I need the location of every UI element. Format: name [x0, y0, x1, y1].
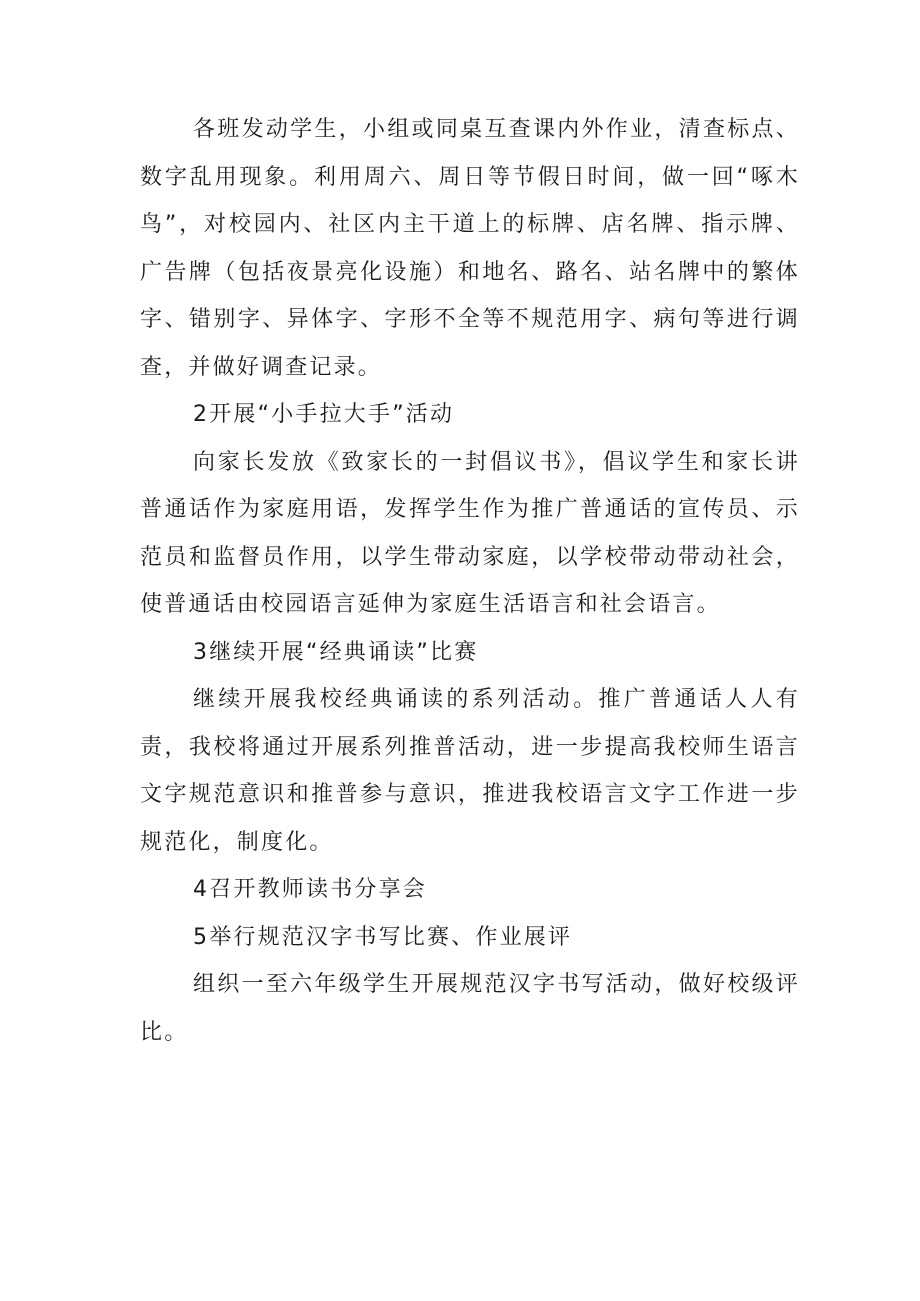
heading-teacher-reading: 4召开教师读书分享会	[193, 877, 427, 902]
paragraph-writing-activity: 组织一至六年级学生开展规范汉字书写活动，做好校级评比。	[140, 972, 800, 1045]
paragraph-inspection: 各班发动学生，小组或同桌互查课内外作业，清查标点、数字乱用现象。利用周六、周日等节假日时间，做一回“啄木鸟”，对校园内、社区内主干道上的标牌、店名牌、指示牌、广告牌（包括夜景亮化设施）和地名、路名、站名牌中的繁体字、错别字、异体字、字形不全等不规范用字、病句等进行调查，并做好调查记录。	[140, 117, 800, 380]
heading-small-hand-big-hand: 2开展“小手拉大手”活动	[193, 402, 455, 427]
heading-classic-reading: 3继续开展“经典诵读”比赛	[193, 639, 479, 665]
paragraph-classic-reading: 继续开展我校经典诵读的系列活动。推广普通话人人有责，我校将通过开展系列推普活动，进一步提高我校师生语言文字规范意识和推普参与意识，推进我校语言文字工作进一步规范化，制度化。	[140, 687, 800, 855]
heading-writing-contest: 5举行规范汉字书写比赛、作业展评	[193, 924, 573, 950]
document-body	[140, 106, 800, 1056]
paragraph-parents-proposal: 向家长发放《致家长的一封倡议书》，倡议学生和家长讲普通话作为家庭用语，发挥学生作为推广普通话的宣传员、示范员和监督员作用，以学生带动家庭，以学校带动带动社会，使普通话由校园语言延伸为家庭生活语言和社会语言。	[140, 449, 800, 617]
